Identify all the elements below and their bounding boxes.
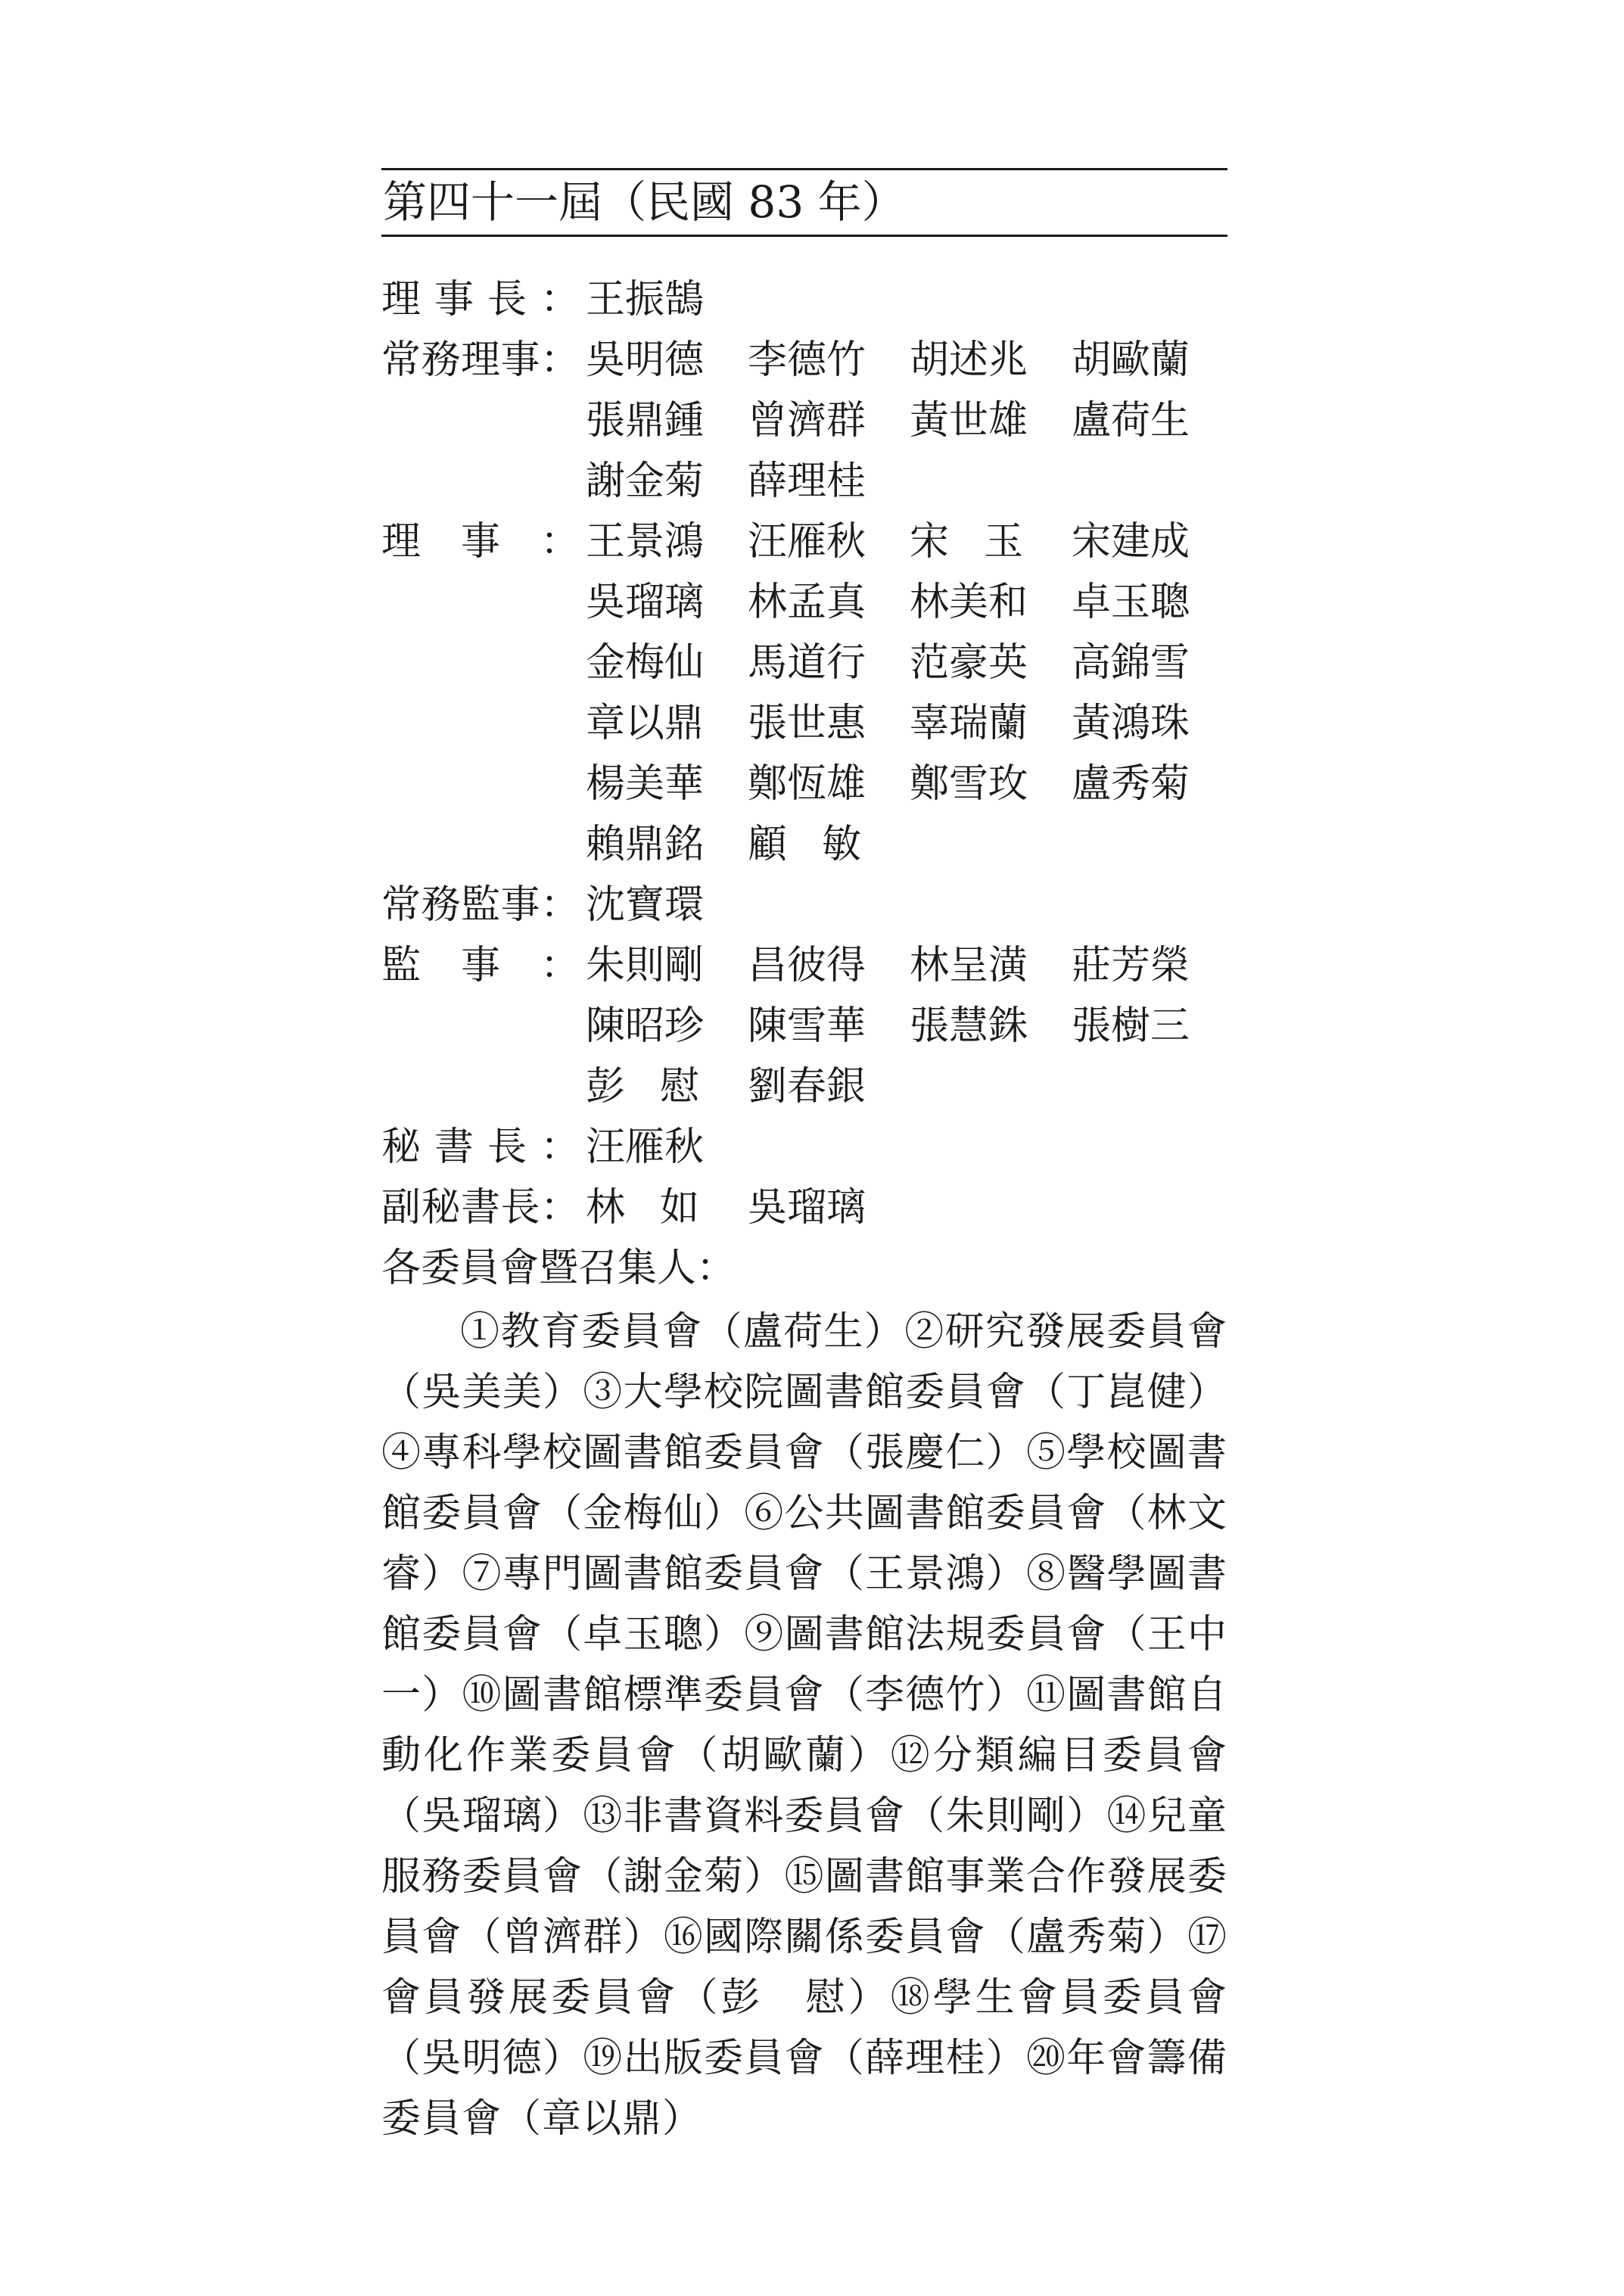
roster-row [381, 814, 1227, 875]
role-label-char: 長 [487, 277, 527, 322]
officer-name: 張 慧 銖 [910, 1003, 1028, 1049]
officer-name: 黃 鴻 珠 [1072, 701, 1190, 746]
roster-row [381, 390, 1227, 451]
role-label-char: 監 [381, 943, 422, 988]
officer-name: 盧 荷 生 [1072, 398, 1190, 443]
role-label-char: 事 [500, 882, 540, 928]
officer-name: 朱 則 剛 [586, 943, 705, 988]
role-label-colon: ： [540, 519, 580, 565]
officer-name: 張 樹 三 [1072, 1003, 1190, 1049]
officer-name: 林 孟 真 [748, 580, 866, 625]
roster-row [381, 269, 1227, 330]
role-label-char: 長 [487, 1125, 527, 1170]
officer-name: 陳 昭 珍 [586, 1003, 705, 1049]
officer-name: 昌 彼 得 [748, 943, 866, 988]
officer-name: 盧 秀 菊 [1072, 761, 1190, 807]
officer-name: 林 美 和 [910, 580, 1028, 625]
role-label-char: 長 [500, 1185, 540, 1230]
role-label-colon: ： [540, 277, 580, 322]
role-label-char: 理 [381, 277, 422, 322]
officer-name: 宋 玉 [910, 519, 1023, 565]
officer-roster [381, 269, 1227, 1238]
officer-name: 林 如 [586, 1185, 699, 1230]
role-label-char: 監 [460, 882, 500, 928]
role-label-char: 秘 [381, 1125, 422, 1170]
committees-title: 各委員會暨召集人： [381, 1246, 736, 1291]
officer-name: 林 呈 潢 [910, 943, 1028, 988]
role-label-char: 秘 [421, 1185, 461, 1230]
role-label [381, 330, 580, 390]
officer-name: 汪 雁 秋 [748, 519, 866, 565]
role-label-char: 理 [381, 519, 422, 565]
page-title: 第四十一屆（民國 83 年） [383, 176, 906, 228]
officer-name: 胡 歐 蘭 [1072, 338, 1190, 383]
role-label-char: 事 [460, 943, 500, 988]
role-label-char: 務 [421, 338, 461, 383]
officer-name: 彭 慰 [586, 1064, 699, 1109]
officer-name: 薛 理 桂 [748, 459, 866, 504]
officer-name: 章 以 鼎 [586, 701, 705, 746]
role-label [381, 1178, 580, 1238]
role-label-char: 書 [434, 1125, 474, 1170]
heading-bottom-rule [381, 235, 1227, 237]
role-label-char: 事 [500, 338, 540, 383]
officer-name: 吳 明 德 [586, 338, 705, 383]
officer-name: 卓 玉 聰 [1072, 580, 1190, 625]
role-label-char: 書 [460, 1185, 500, 1230]
role-label [381, 512, 580, 572]
role-label-colon: ： [540, 1185, 580, 1230]
roster-row [381, 754, 1227, 814]
role-label-char: 事 [460, 519, 500, 565]
roster-row [381, 1178, 1227, 1238]
role-label [381, 269, 580, 330]
officer-name: 鄭 雪 玫 [910, 761, 1028, 807]
officer-name: 汪 雁 秋 [586, 1125, 705, 1170]
officer-name: 陳 雪 華 [748, 1003, 866, 1049]
officer-name: 辜 瑞 蘭 [910, 701, 1028, 746]
role-label-char: 常 [381, 338, 422, 383]
roster-row [381, 935, 1227, 996]
officer-name: 曾 濟 群 [748, 398, 866, 443]
role-label [381, 935, 580, 996]
officer-name: 賴 鼎 銘 [586, 822, 705, 867]
officer-name: 顧 敏 [748, 822, 861, 867]
role-label-colon: ： [540, 882, 580, 928]
officer-name: 胡 述 兆 [910, 338, 1028, 383]
roster-row [381, 512, 1227, 572]
officer-name: 馬 道 行 [748, 640, 866, 686]
committees-paragraph: ①教育委員會（盧荷生）②研究發展委員會（吳美美）③大學校院圖書館委員會（丁崑健）④專科學校圖書館委員會（張慶仁）⑤學校圖書館委員會（金梅仙）⑥公共圖書館委員會（林文睿）⑦專門圖書館委員會（王景鴻）⑧醫學圖書館委員會（卓玉聰）⑨圖書館法規委員會（王中一）⑩圖書館標準委員會（李德竹）⑪圖書館自動化作業委員會（胡歐蘭）⑫分類編目委員會（吳瑠璃）⑬非書資料委員會（朱則剛）⑭兒童服務委員會（謝金菊）⑮圖書館事業合作發展委員會（曾濟群）⑯國際關係委員會（盧秀菊）⑰會員發展委員會（彭 慰）⑱學生會員委員會（吳明德）⑲出版委員會（薛理桂）⑳年會籌備委員會（章以鼎） [381, 1309, 1227, 2142]
role-label-colon: ： [540, 1125, 580, 1170]
role-label-char: 事 [434, 277, 474, 322]
officer-name: 張 鼎 鍾 [586, 398, 705, 443]
roster-row [381, 1056, 1227, 1117]
officer-name: 王 振 鵠 [586, 277, 705, 322]
roster-row [381, 996, 1227, 1056]
officer-name: 劉 春 銀 [748, 1064, 866, 1109]
officer-name: 沈 寶 環 [586, 882, 705, 928]
role-label-colon: ： [540, 943, 580, 988]
officer-name: 范 豪 英 [910, 640, 1028, 686]
officer-name: 宋 建 成 [1072, 519, 1190, 565]
role-label-char: 理 [460, 338, 500, 383]
roster-row [381, 330, 1227, 390]
officer-name: 張 世 惠 [748, 701, 866, 746]
officer-name: 高 錦 雪 [1072, 640, 1190, 686]
roster-row [381, 572, 1227, 633]
officer-name: 莊 芳 榮 [1072, 943, 1190, 988]
officer-name: 吳 瑠 璃 [748, 1185, 866, 1230]
officer-name: 金 梅 仙 [586, 640, 705, 686]
role-label-char: 務 [421, 882, 461, 928]
officer-name: 李 德 竹 [748, 338, 866, 383]
officer-name: 鄭 恆 雄 [748, 761, 866, 807]
heading-top-rule [381, 168, 1227, 170]
roster-row [381, 451, 1227, 512]
officer-name: 黃 世 雄 [910, 398, 1028, 443]
role-label-char: 常 [381, 882, 422, 928]
roster-row [381, 693, 1227, 754]
role-label-char: 副 [381, 1185, 422, 1230]
officer-name: 楊 美 華 [586, 761, 705, 807]
roster-row [381, 875, 1227, 935]
roster-row [381, 633, 1227, 693]
role-label [381, 1117, 580, 1178]
role-label-colon: ： [540, 338, 580, 383]
roster-row [381, 1117, 1227, 1178]
officer-name: 王 景 鴻 [586, 519, 705, 565]
officer-name: 吳 瑠 璃 [586, 580, 705, 625]
officer-name: 謝 金 菊 [586, 459, 705, 504]
role-label [381, 875, 580, 935]
